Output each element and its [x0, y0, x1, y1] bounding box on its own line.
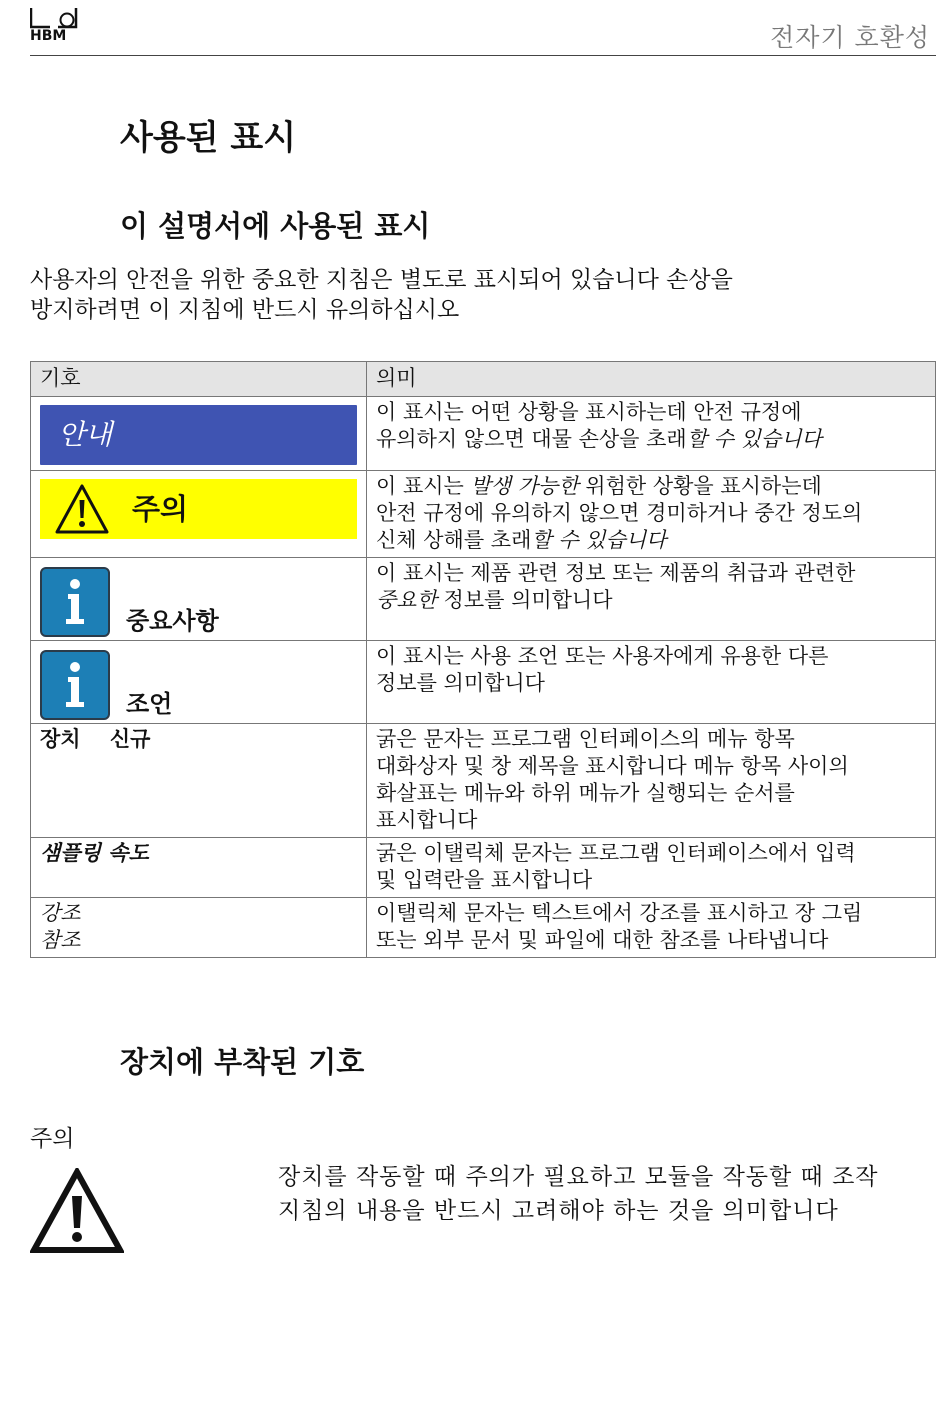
meaning-line: 굵은 문자는 프로그램 인터페이스의 메뉴 항목 — [376, 727, 795, 751]
section-heading-manual: 이 설명서에 사용된 표시 — [120, 209, 431, 243]
column-header-symbol: 기호 — [31, 362, 367, 397]
important-label: 중요사항 — [126, 607, 219, 635]
symbol-cell — [31, 558, 367, 641]
meaning-line: 이 표시는 사용 조언 또는 사용자에게 유용한 다른 — [376, 644, 829, 668]
caution-badge-label: 주의 — [132, 491, 189, 526]
symbol-cell — [31, 641, 367, 724]
meaning-line: 대화상자 및 창 제목을 표시합니다 메뉴 항목 사이의 — [376, 754, 849, 778]
symbol-cell — [31, 838, 367, 898]
menu-path-example: 장치 신규 — [40, 727, 151, 751]
table-row — [31, 898, 936, 958]
meaning-cell — [367, 838, 936, 898]
emphasis-text: 중요한 — [376, 588, 437, 612]
emphasis-text: 할 수 있습니다 — [686, 427, 822, 451]
meaning-cell — [367, 558, 936, 641]
table-row — [31, 397, 936, 471]
symbol-cell — [31, 471, 367, 558]
column-header-meaning: 의미 — [367, 362, 936, 397]
caution-line: 장치를 작동할 때 주의가 필요하고 모듈을 작동할 때 조작 — [278, 1164, 879, 1190]
symbol-table — [30, 361, 936, 958]
symbol-cell — [31, 397, 367, 471]
meaning-text: 유의하지 않으면 대물 손상을 초래 — [376, 427, 687, 451]
section-heading-device: 장치에 부착된 기호 — [120, 1045, 365, 1079]
tip-badge — [40, 643, 357, 720]
emphasis-text: 할 수 있습니다 — [531, 528, 667, 552]
meaning-cell — [367, 898, 936, 958]
reference-example: 참조 — [40, 928, 81, 952]
meaning-cell — [367, 397, 936, 471]
meaning-line: 이탤릭체 문자는 텍스트에서 강조를 표시하고 장 그림 — [376, 901, 863, 925]
caution-line: 지침의 내용을 반드시 고려해야 하는 것을 의미합니다 — [278, 1198, 839, 1224]
table-row — [31, 558, 936, 641]
emphasis-example: 강조 — [40, 901, 81, 925]
meaning-text: 신체 상해를 초래 — [376, 528, 532, 552]
table-header-row — [31, 362, 936, 397]
symbol-cell — [31, 724, 367, 838]
header-divider — [30, 55, 936, 56]
hbm-logo — [30, 6, 78, 46]
meaning-line: 표시합니다 — [376, 808, 478, 832]
caution-description — [278, 1160, 879, 1228]
meaning-line — [376, 473, 926, 500]
caution-title: 주의 — [30, 1126, 75, 1152]
meaning-line: 및 입력란을 표시합니다 — [376, 868, 593, 892]
meaning-line: 또는 외부 문서 및 파일에 대한 참조를 나타냅니다 — [376, 928, 829, 952]
meaning-text: 정보를 의미합니다 — [436, 588, 613, 612]
logo-text: HBM — [30, 28, 67, 44]
warning-triangle-icon — [54, 483, 110, 535]
table-row — [31, 641, 936, 724]
meaning-line — [376, 587, 926, 614]
meaning-line: 화살표는 메뉴와 하위 메뉴가 실행되는 순서를 — [376, 781, 795, 805]
intro-line: 사용자의 안전을 위한 중요한 지침은 별도로 표시되어 있습니다 손상을 — [30, 267, 733, 293]
meaning-text: 이 표시는 — [376, 474, 471, 498]
table-row — [31, 724, 936, 838]
meaning-cell — [367, 641, 936, 724]
hbm-logo-mark — [30, 6, 78, 30]
intro-line: 방지하려면 이 지침에 반드시 유의하십시오 — [30, 297, 460, 323]
table-row — [31, 838, 936, 898]
meaning-cell — [367, 724, 936, 838]
info-glyph — [60, 578, 90, 626]
intro-paragraph — [30, 265, 733, 325]
meaning-line — [376, 426, 926, 453]
table-row — [31, 471, 936, 558]
meaning-line: 이 표시는 제품 관련 정보 또는 제품의 취급과 관련한 — [376, 561, 856, 585]
meaning-line: 안전 규정에 유의하지 않으면 경미하거나 중간 정도의 — [376, 501, 863, 525]
warning-triangle-icon — [30, 1168, 124, 1254]
input-field-example: 샘플링 속도 — [40, 841, 149, 865]
header-section-title: 전자기 호환성 — [770, 23, 930, 52]
page-title: 사용된 표시 — [120, 118, 297, 158]
meaning-line: 굵은 이탤릭체 문자는 프로그램 인터페이스에서 입력 — [376, 841, 856, 865]
tip-label: 조언 — [126, 690, 173, 718]
emphasis-text: 발생 가능한 — [470, 474, 579, 498]
info-glyph — [60, 661, 90, 709]
symbol-cell — [31, 898, 367, 958]
caution-badge — [40, 479, 357, 539]
meaning-cell — [367, 471, 936, 558]
info-icon — [40, 567, 110, 637]
meaning-line: 이 표시는 어떤 상황을 표시하는데 안전 규정에 — [376, 400, 802, 424]
info-icon — [40, 650, 110, 720]
meaning-text: 위험한 상황을 표시하는데 — [578, 474, 822, 498]
meaning-line: 정보를 의미합니다 — [376, 671, 545, 695]
notice-badge: 안내 — [40, 405, 357, 465]
meaning-line — [376, 527, 926, 554]
important-badge — [40, 560, 357, 637]
